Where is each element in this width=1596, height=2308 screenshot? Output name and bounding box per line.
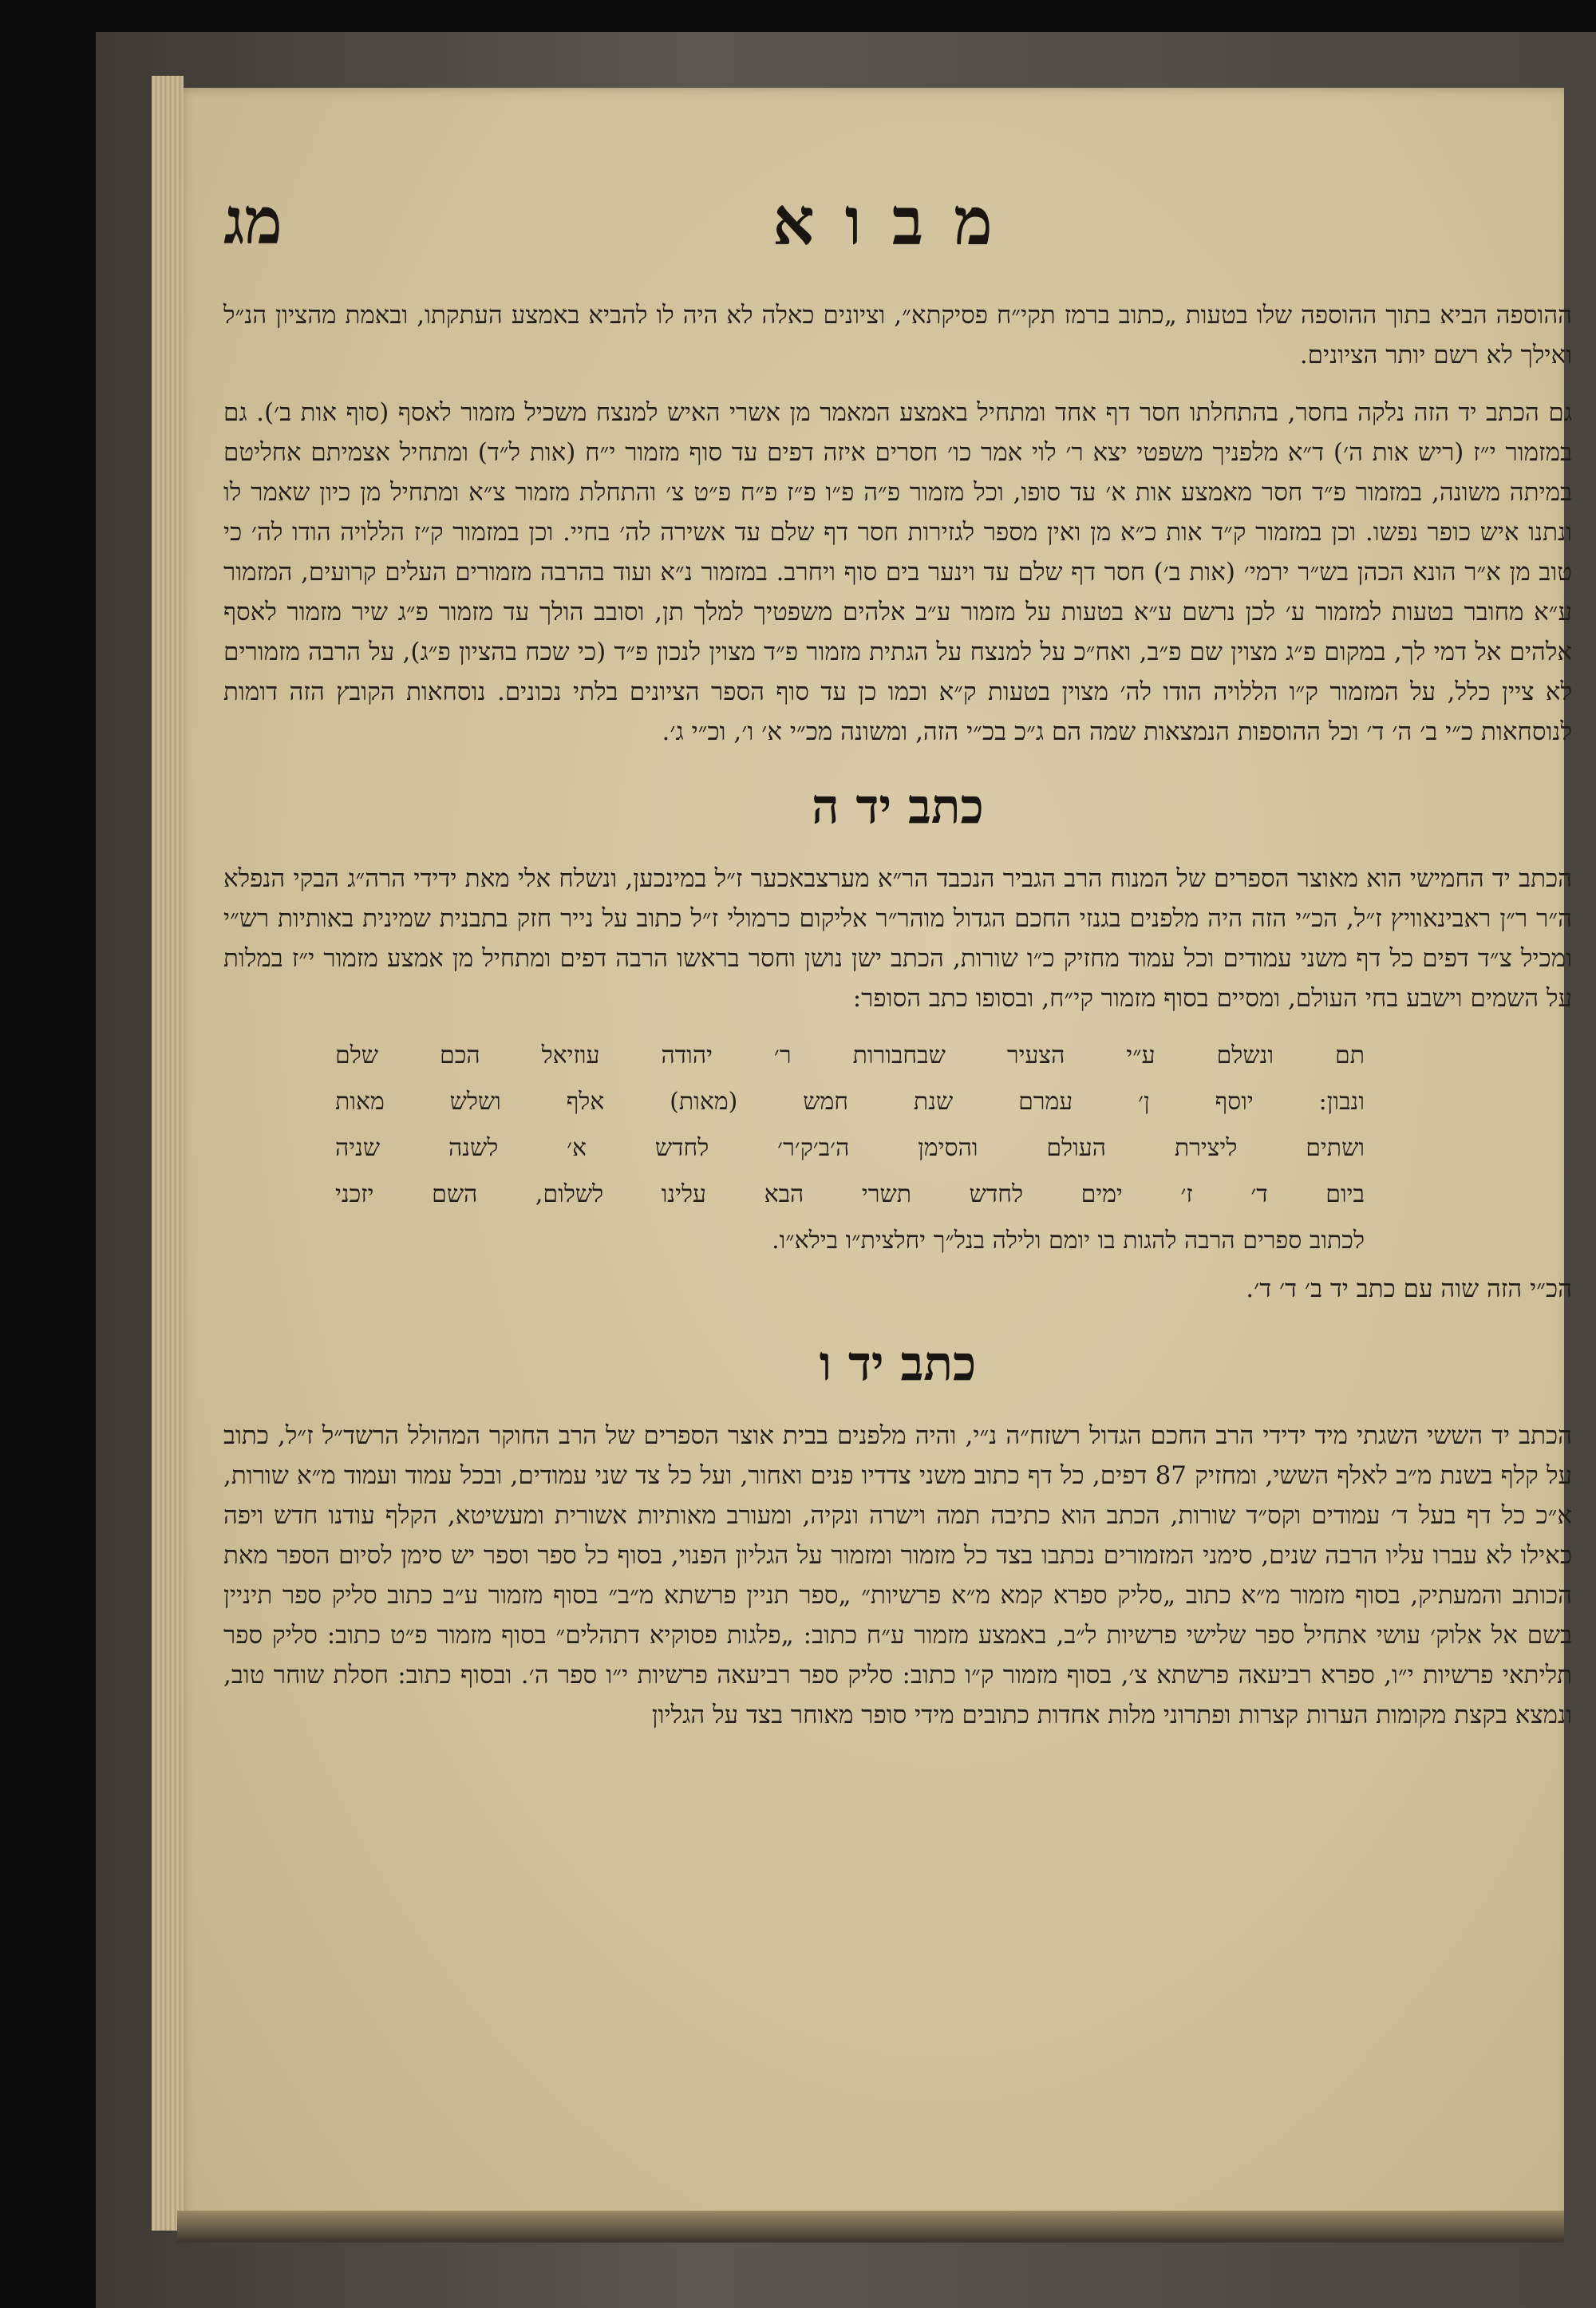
paragraph-manuscript-d: גם הכתב יד הזה נלקה בחסר, בהתחלתו חסר דף אחד ומתחיל באמצע המאמר מן אשרי האיש למנצח משכיל מזמור לאסף (סוף אות ב׳). גם במזמור י״ז (ריש אות ה׳) ד״א מלפניך משפטי יצא ר׳ לוי אמר כו׳ חסרים איזה דפים עד סוף מזמור י״ח (אות ל״ד) ומתחיל אצמיתם אחליטם במיתה משונה, במזמור פ״ד חסר מאמצע אות א׳ עד סופו, וכל מזמור פ״ה פ״ו פ״ז פ״ח פ״ט צ׳ והתחלת מזמור צ״א ומתחיל מן כיון שאמר לו ונתנו איש כופר נפשו. וכן במזמור ק״ד אות כ״א מן ואין מספר לגזירות חסר דף שלם עד אשירה לה׳ בחיי. וכן במזמור ק״ז הללויה הודו לה׳ כי טוב מן א״ר הונא הכהן בש״ר ירמי׳ (אות ב׳) חסר דף שלם עד וינער בים סוף ויחרב. במזמור נ״א ועוד בהרבה מזמורים העלים קרועים, המזמור ע״א מחובר בטעות למזמור ע׳ לכן נרשם ע״א בטעות על מזמור ע״ב אלהים משפטיך למלך תן, וסובב הולך עד מזמור פ״ג שיר מזמור לאסף אלהים אל דמי לך, במקום פ״ג מצוין שם פ״ב, ואח״כ על למנצח על הגתית מזמור פ״ד מצוין לנכון פ״ד (כי שכח בהציון פ״ג), על הרבה מזמורים לא ציין כלל, על המזמור ק״ו הללויה הודו לה׳ מצוין בטעות ק״א וכמו כן עד סוף הספר הציונים בלתי נכונים. נוסחאות הקובץ הזה דומות לנוסחאות כ״י ב׳ ה׳ ד׳ וכל ההוספות הנמצאות שמה הם ג״כ בכ״י הזה, ומשונה מכ״י א׳ ו׳, וכ״י ג׳. [223, 398, 1572, 746]
section-heading-manuscript-h: כתב יד ה [812, 779, 984, 835]
colophon-line: ונבון: יוסף ן׳ עמרם שנת חמש (מאות) אלף ושלש מאות [335, 1088, 1365, 1116]
page-edges [152, 76, 184, 2231]
colophon-line: ביום ד׳ ז׳ ימים לחדש תשרי הבא עלינו לשלום, השם יזכני [335, 1180, 1365, 1208]
paragraph-intro: ההוספה הביא בתוך ההוספה שלו בטעות „כתוב ברמז תקי״ח פסיקתא״, וציונים כאלה לא היה לו להביא באמצע העתקתו, ובאמת מהציון הנ״ל ואילך לא רשם יותר הציונים. [223, 301, 1572, 370]
page-bottom-shadow [177, 2211, 1564, 2243]
colophon-line: ושתים ליצירת העולם והסימן ה׳ב׳ק׳ר׳ לחדש א׳ לשנה שניה [335, 1134, 1365, 1162]
page-number: מג [223, 184, 282, 259]
colophon-line: לכתוב ספרים הרבה להגות בו יומם ולילה בנל״ך יחלצית״ו בילא״ו. [772, 1227, 1365, 1255]
page-title: מבוא [772, 184, 1023, 260]
paragraph-manuscript-v: הכתב יד הששי השגתי מיד ידידי הרב החכם הגדול רשזח״ה נ״י, והיה מלפנים בבית אוצר הספרים של הרב החוקר המהולל הרשד״ל ז״ל, כתוב על קלף בשנת מ״ב לאלף הששי, ומחזיק 87 דפים, כל דף כתוב משני צדדיו פנים ואחור, ועל כל צד שני עמודים, ובכל עמוד ועמוד מ״א שורות, א״כ כל דף בעל ד׳ עמודים וקס״ד שורות, הכתב הוא כתיבה תמה וישרה ונקיה, ומעורב מאותיות אשורית ומעשיטא, הקלף עודנו חדש ויפה כאילו לא עברו עליו הרבה שנים, סימני המזמורים נכתבו בצד כל מזמור ומזמור על הגליון הפנוי, בסוף כל ספר וספר יש סימן לסיום הספר מאת הכותב והמעתיק, בסוף מזמור מ״א כתוב „סליק ספרא קמא מ״א פרשיות״ „ספר תניין פרשתא מ״ב״ בסוף מזמור ע״ב כתוב סליק ספר תיניין בשם אל אלוק׳ עושי אתחיל ספר שלישי פרשיות ל״ב, באמצע מזמור ע״ח כתוב: „פלגות פסוקיא דתהלים״ בסוף מזמור פ״ט כתוב: סליק ספר תליתאי פרשיות י״ו, ספרא רביעאה פרשתא צ׳, בסוף מזמור ק״ו כתוב: סליק ספר רביעאה פרשיות י״ו ספר ה׳. ובסוף כתוב: חסלת שוחר טוב, ונמצא בקצת מקומות הערות קצרות ופתרוני מלות אחדות כתובים מידי סופר מאוחר בצד על הגליון [223, 1421, 1572, 1729]
page-content [223, 92, 1572, 2087]
paragraph-manuscript-h-comparison: הכ״י הזה שוה עם כתב יד ב׳ ד׳ ד׳. [1246, 1275, 1572, 1303]
colophon-line: תם ונשלם ע״י הצעיר שבחבורות ר׳ יהודה עוזיאל הכם שלם [335, 1041, 1365, 1069]
running-head [223, 184, 1572, 295]
colophon-quote [335, 1033, 1365, 1264]
paragraph-manuscript-h: הכתב יד החמישי הוא מאוצר הספרים של המנוח הרב הגביר הנכבד הר״א מערצבאכער ז״ל במינכען, ונשלח אלי מאת ידידי הרה״ג הבקי הנפלא ה״ר ר״ן ראבינאוויץ ז״ל, הכ״י הזה היה מלפנים בגנזי החכם הגדול מוהר״ר אליקום כרמולי ז״ל כתוב על נייר חזק בתבנית שמינית באותיות רש״י ומכיל צ״ד דפים כל דף משני עמודים וכל עמוד מחזיק כ״ו שורות, הכתב ישן נושן וחסר בראשו הרבה דפים ומתחיל מן אמצע מזמור י״ז במלות על השמים וישבע בחי העולם, ומסיים בסוף מזמור קי״ח, ובסופו כתב הסופר: [223, 864, 1572, 1013]
section-heading-manuscript-v: כתב יד ו [819, 1336, 977, 1392]
